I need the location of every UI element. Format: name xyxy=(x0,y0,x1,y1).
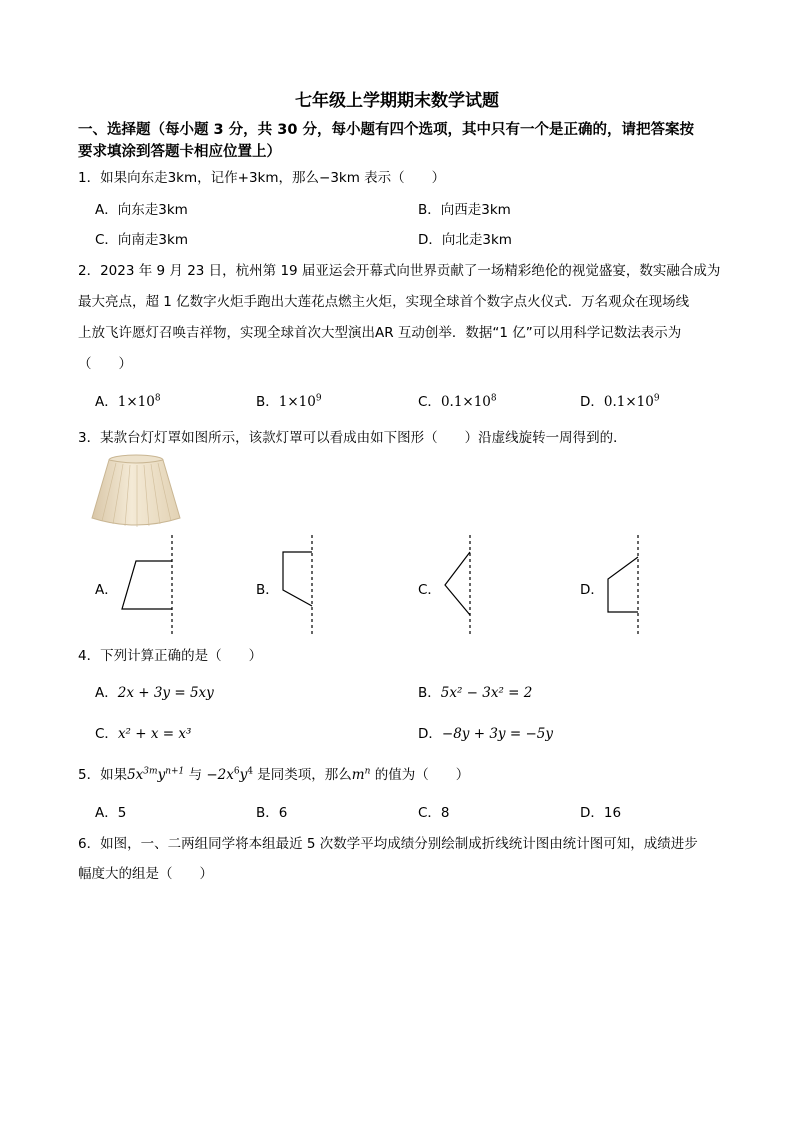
q5-prefix: 5．如果 xyxy=(78,767,128,783)
q3-figure-d xyxy=(602,535,646,637)
q3-figure-a xyxy=(118,535,178,637)
q5-n-exponent: n xyxy=(364,766,371,777)
q3-figure-b xyxy=(278,535,318,637)
q5-term1-y: y xyxy=(157,767,166,783)
question-2-line1: 2．2023 年 9 月 23 日，杭州第 19 届亚运会开幕式向世界贡献了一场精彩绝伦的视觉盛宴，数实融合成为 xyxy=(78,263,721,279)
q3-figure-c xyxy=(440,535,480,637)
option-exponent: 9 xyxy=(315,393,322,404)
q2-option-d[interactable] xyxy=(580,390,660,410)
q5-suffix: 是同类项，那么 xyxy=(253,767,352,783)
q1-option-b[interactable]: B．向西走3km xyxy=(418,202,511,218)
option-label: D． xyxy=(580,394,604,410)
q5-term2-exponent: 6 xyxy=(233,766,240,777)
q3-option-b[interactable]: B． xyxy=(256,582,279,598)
option-label: A． xyxy=(95,685,118,701)
question-4-text: 4．下列计算正确的是（ ） xyxy=(78,648,263,664)
option-expression: −8y + 3y = −5y xyxy=(441,726,553,742)
page-title: 七年级上学期期末数学试题 xyxy=(295,91,499,111)
q1-option-a[interactable]: A．向东走3km xyxy=(95,202,188,218)
option-value: 0.1×10 xyxy=(603,394,654,410)
q3-option-d[interactable]: D． xyxy=(580,582,604,598)
q5-term1-y-exponent: n+1 xyxy=(165,766,185,777)
q5-term2-y: y xyxy=(239,767,248,783)
question-2-line4: （ ） xyxy=(78,356,132,372)
question-6-line2: 幅度大的组是（ ） xyxy=(78,866,213,882)
option-label: B． xyxy=(418,685,441,701)
option-label: C． xyxy=(418,394,441,410)
q4-option-c[interactable] xyxy=(95,722,191,742)
option-expression: 5x² − 3x² = 2 xyxy=(440,685,533,701)
option-value: 1×10 xyxy=(278,394,316,410)
option-exponent: 8 xyxy=(490,393,497,404)
option-label: C． xyxy=(95,726,118,742)
option-label: B． xyxy=(256,394,279,410)
question-2-line3: 上放飞许愿灯召唤吉祥物，实现全球首次大型演出AR 互动创举．数据“1 亿”可以用科学记数法表示为 xyxy=(78,325,682,341)
section-heading-line1: 一、选择题（每小题 3 分，共 30 分，每小题有四个选项，其中只有一个是正确的，请把答案按 xyxy=(78,122,694,138)
q5-m: m xyxy=(351,767,365,783)
option-expression: x² + x = x³ xyxy=(117,726,192,742)
option-expression: 2x + 3y = 5xy xyxy=(117,685,214,701)
q5-term1-exponent: 3m xyxy=(143,766,158,777)
q4-option-d[interactable] xyxy=(418,722,553,742)
q2-option-a[interactable] xyxy=(95,390,161,410)
q3-option-a[interactable]: A． xyxy=(95,582,118,598)
q5-option-b[interactable]: B．6 xyxy=(256,805,288,821)
q1-option-d[interactable]: D．向北走3km xyxy=(418,232,512,248)
q2-option-c[interactable] xyxy=(418,390,497,410)
question-5-text xyxy=(78,763,469,783)
q3-option-c[interactable]: C． xyxy=(418,582,441,598)
q5-term1-base: 5x xyxy=(127,767,144,783)
q5-connector: 与 xyxy=(184,767,207,783)
option-label: A． xyxy=(95,394,118,410)
question-6-line1: 6．如图，一、二两组同学将本组最近 5 次数学平均成绩分别绘制成折线统计图由统计图可知，成绩进步 xyxy=(78,836,698,852)
question-3-text: 3．某款台灯灯罩如图所示，该款灯罩可以看成由如下图形（ ）沿虚线旋转一周得到的． xyxy=(78,430,627,446)
q1-option-c[interactable]: C．向南走3km xyxy=(95,232,188,248)
q2-option-b[interactable] xyxy=(256,390,322,410)
q4-option-b[interactable] xyxy=(418,681,532,701)
q4-option-a[interactable] xyxy=(95,681,214,701)
q5-term2-y-exponent: 4 xyxy=(247,766,253,777)
q5-option-d[interactable]: D．16 xyxy=(580,805,622,821)
question-1-text: 1．如果向东走3km，记作+3km，那么−3km 表示（ ） xyxy=(78,170,446,186)
section-heading-line2: 要求填涂到答题卡相应位置上） xyxy=(78,144,281,160)
q5-ending: 的值为（ ） xyxy=(370,767,470,783)
option-exponent: 9 xyxy=(653,393,660,404)
q5-option-c[interactable]: C．8 xyxy=(418,805,450,821)
lampshade-image xyxy=(88,452,184,532)
option-exponent: 8 xyxy=(154,393,161,404)
option-value: 1×10 xyxy=(117,394,155,410)
question-2-line2: 最大亮点，超 1 亿数字火炬手跑出大莲花点燃主火炬，实现全球首个数字点火仪式．万名观众在现场线 xyxy=(78,294,690,310)
q5-option-a[interactable]: A．5 xyxy=(95,805,127,821)
q5-term2-base: −2x xyxy=(206,767,234,783)
option-value: 0.1×10 xyxy=(440,394,491,410)
option-label: D． xyxy=(418,726,442,742)
